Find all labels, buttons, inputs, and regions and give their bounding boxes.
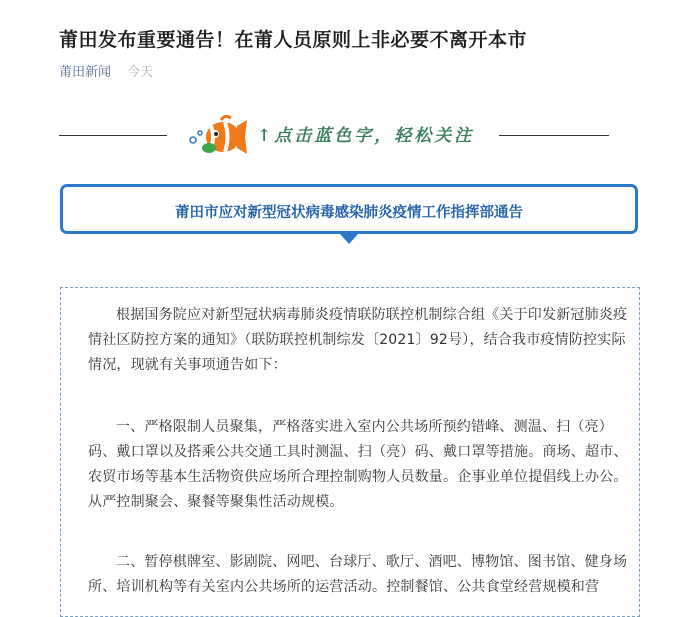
content-paragraph: 一、严格限制人员聚集，严格落实进入室内公共场所预约错峰、测温、扫（亮）码、戴口罩以及搭乘公共交通工具时测温、扫（亮）码、戴口罩等措施。商场、超市、农贸市场等基本生活物资供应场所合理控制购物人员数量。企事业单位提倡线上办公。从严控制聚会、聚餐等聚集性活动规模。 (88, 419, 628, 510)
account-name-link[interactable]: 莆田新闻 (59, 65, 112, 80)
content-paragraph: 二、暂停棋牌室、影剧院、网吧、台球厅、歌厅、酒吧、博物馆、图书馆、健身场所、培训机构等有关室内公共场所的运营活动。控制餐馆、公共食堂经营规模和营 (88, 554, 628, 595)
publish-time: 今天 (127, 65, 154, 80)
notice-title: 莆田市应对新型冠状病毒感染肺炎疫情工作指挥部通告 (175, 205, 523, 221)
notice-title-box (60, 184, 638, 234)
article-title: 莆田发布重要通告！在莆人员原则上非必要不离开本市 (59, 29, 528, 51)
follow-banner[interactable] (59, 112, 612, 160)
follow-prompt-text[interactable]: ↑点击蓝色字，轻松关注 (257, 126, 475, 146)
clownfish-mascot-icon (185, 112, 251, 160)
article-meta (59, 64, 153, 82)
divider-line-right (499, 135, 609, 136)
content-paragraph: 根据国务院应对新型冠状病毒肺炎疫情联防联控机制综合组《关于印发新冠肺炎疫情社区防控方案的通知》（联防联控机制综发〔2021〕92号），结合我市疫情防控实际情况，现就有关事项通告如下： (88, 307, 628, 373)
divider-line-left (59, 135, 167, 136)
notice-pointer-arrow (340, 234, 358, 244)
